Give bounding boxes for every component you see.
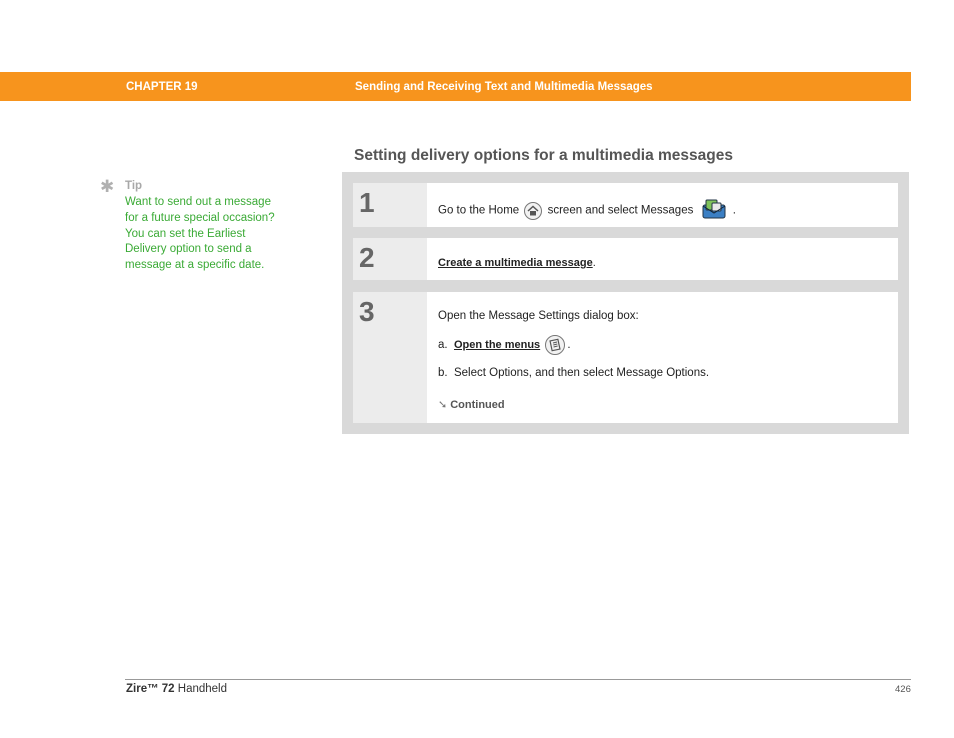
step-text: Select Options, and then select Message Options. xyxy=(453,367,710,379)
arrow-down-right-icon: ➘ xyxy=(438,399,448,411)
step-intro: Open the Message Settings dialog box: xyxy=(438,310,639,322)
tip-text: Want to send out a message for a future special occasion? You can set the Earliest Delivery option to send a message at a specific date. xyxy=(125,196,275,272)
step-3 xyxy=(353,292,898,423)
create-multimedia-message-link[interactable]: Create a multimedia message xyxy=(438,257,593,269)
step-content xyxy=(427,292,898,423)
tip-label: Tip xyxy=(125,180,143,192)
open-the-menus-link[interactable]: Open the menus xyxy=(453,339,541,352)
continued-label: ➘ Continued xyxy=(438,399,505,411)
asterisk-icon: ✱ xyxy=(100,177,115,196)
step-text: . xyxy=(592,257,596,269)
step-number: 1 xyxy=(359,187,375,218)
step-content xyxy=(427,238,898,280)
messages-app-icon xyxy=(701,198,727,223)
section-title: Setting delivery options for a multimedia messages xyxy=(354,147,733,164)
chapter-number: CHAPTER 19 xyxy=(126,81,198,93)
chapter-header-bar xyxy=(0,72,911,101)
substep-prefix: b. xyxy=(438,367,448,379)
step-number-box xyxy=(353,238,427,280)
menu-icon xyxy=(545,335,565,355)
step-number-box xyxy=(353,183,427,227)
step-text: . xyxy=(567,339,571,352)
home-icon xyxy=(524,202,542,220)
page-number: 426 xyxy=(895,684,911,695)
step-number: 3 xyxy=(359,296,375,327)
step-text: Go to the Home xyxy=(438,204,520,217)
steps-panel xyxy=(342,172,909,434)
chapter-title: Sending and Receiving Text and Multimedia Messages xyxy=(355,81,653,93)
step-2 xyxy=(353,238,898,280)
step-content xyxy=(427,183,898,227)
step-text: . xyxy=(732,204,736,217)
footer-divider xyxy=(125,679,911,680)
step-number-box xyxy=(353,292,427,423)
step-text: screen and select Messages xyxy=(547,204,694,217)
substep-prefix: a. xyxy=(438,339,448,352)
step-1 xyxy=(353,183,898,227)
footer-product: Zire™ 72 Handheld xyxy=(126,683,228,695)
step-number: 2 xyxy=(359,242,375,273)
